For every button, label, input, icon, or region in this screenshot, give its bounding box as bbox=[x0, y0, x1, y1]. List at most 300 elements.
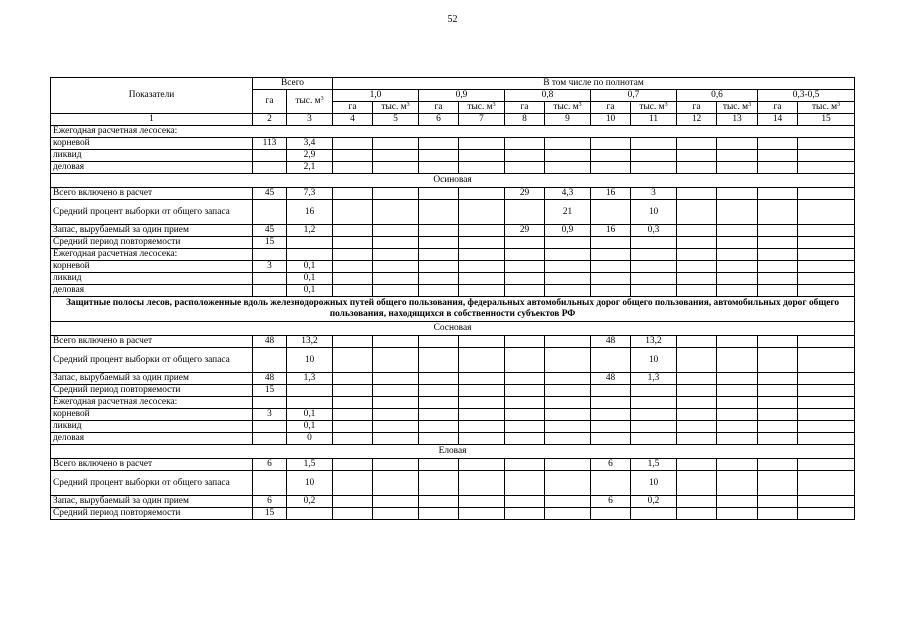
table-cell: 10 bbox=[287, 348, 333, 373]
header-unit-m3: тыс. $м^3$ bbox=[373, 102, 419, 114]
species-header-row bbox=[51, 174, 855, 188]
table-cell bbox=[677, 200, 717, 225]
table-cell bbox=[373, 249, 419, 261]
table-row bbox=[51, 249, 855, 261]
row-label: деловая bbox=[51, 285, 253, 297]
table-cell bbox=[758, 200, 798, 225]
table-cell bbox=[505, 261, 545, 273]
table-body bbox=[51, 78, 855, 520]
table-cell bbox=[419, 421, 459, 433]
table-cell bbox=[545, 336, 591, 348]
row-label: Средний процент выборки от общего запаса bbox=[51, 471, 253, 496]
table-cell bbox=[677, 237, 717, 249]
table-cell bbox=[333, 471, 373, 496]
table-cell: 21 bbox=[545, 200, 591, 225]
table-cell bbox=[419, 225, 459, 237]
table-cell bbox=[545, 459, 591, 471]
table-row bbox=[51, 459, 855, 471]
row-label: Всего включено в расчет bbox=[51, 459, 253, 471]
table-cell bbox=[798, 188, 855, 200]
column-number: 2 bbox=[253, 114, 287, 126]
table-cell bbox=[545, 385, 591, 397]
table-cell bbox=[758, 336, 798, 348]
table-cell bbox=[631, 138, 677, 150]
table-cell: 0,9 bbox=[545, 225, 591, 237]
table-cell bbox=[253, 433, 287, 445]
table-cell bbox=[459, 471, 505, 496]
row-label: корневой bbox=[51, 409, 253, 421]
table-cell bbox=[677, 508, 717, 520]
table-cell bbox=[459, 348, 505, 373]
table-cell bbox=[717, 397, 758, 409]
table-cell bbox=[717, 409, 758, 421]
table-row bbox=[51, 150, 855, 162]
table-cell bbox=[758, 433, 798, 445]
column-number: 3 bbox=[287, 114, 333, 126]
table-cell bbox=[631, 237, 677, 249]
column-number: 9 bbox=[545, 114, 591, 126]
header-density-6: 0,3-0,5 bbox=[758, 90, 855, 102]
table-cell bbox=[798, 421, 855, 433]
table-cell: 13,2 bbox=[631, 336, 677, 348]
table-cell bbox=[459, 285, 505, 297]
table-cell bbox=[545, 273, 591, 285]
table-cell bbox=[631, 261, 677, 273]
table-row bbox=[51, 421, 855, 433]
table-cell bbox=[419, 409, 459, 421]
table-cell bbox=[677, 471, 717, 496]
table-cell bbox=[717, 138, 758, 150]
table-cell bbox=[287, 237, 333, 249]
row-label: Запас, вырубаемый за один прием bbox=[51, 373, 253, 385]
row-label: Всего включено в расчет bbox=[51, 188, 253, 200]
table-cell bbox=[419, 162, 459, 174]
table-cell bbox=[373, 150, 419, 162]
table-cell bbox=[419, 150, 459, 162]
table-cell bbox=[717, 459, 758, 471]
column-number: 12 bbox=[677, 114, 717, 126]
table-cell bbox=[373, 496, 419, 508]
table-cell bbox=[677, 225, 717, 237]
table-cell: 3 bbox=[253, 409, 287, 421]
table-cell: 0,1 bbox=[287, 409, 333, 421]
table-cell bbox=[631, 285, 677, 297]
table-cell bbox=[758, 471, 798, 496]
table-cell: 6 bbox=[253, 459, 287, 471]
table-cell bbox=[373, 162, 419, 174]
species-header: Еловая bbox=[51, 445, 855, 459]
table-cell bbox=[677, 285, 717, 297]
table-cell bbox=[591, 348, 631, 373]
column-number: 14 bbox=[758, 114, 798, 126]
table-cell: 48 bbox=[591, 373, 631, 385]
table-cell: 45 bbox=[253, 225, 287, 237]
column-number: 15 bbox=[798, 114, 855, 126]
table-cell bbox=[591, 200, 631, 225]
table-cell bbox=[505, 496, 545, 508]
table-cell bbox=[419, 385, 459, 397]
table-cell bbox=[333, 225, 373, 237]
table-row bbox=[51, 385, 855, 397]
page-number: 52 bbox=[447, 14, 458, 25]
row-label: корневой bbox=[51, 261, 253, 273]
table-cell bbox=[798, 150, 855, 162]
row-label: Средний период повторяемости bbox=[51, 508, 253, 520]
column-number: 10 bbox=[591, 114, 631, 126]
table-cell bbox=[333, 421, 373, 433]
table-cell bbox=[419, 471, 459, 496]
table-cell bbox=[758, 421, 798, 433]
table-cell bbox=[373, 433, 419, 445]
table-cell bbox=[591, 138, 631, 150]
table-cell bbox=[373, 397, 419, 409]
table-cell bbox=[419, 397, 459, 409]
row-label: Средний период повторяемости bbox=[51, 385, 253, 397]
table-cell bbox=[545, 508, 591, 520]
table-cell bbox=[798, 273, 855, 285]
table-cell bbox=[545, 397, 591, 409]
table-cell bbox=[253, 471, 287, 496]
table-cell: 16 bbox=[591, 225, 631, 237]
table-cell bbox=[677, 496, 717, 508]
table-cell bbox=[631, 409, 677, 421]
table-cell bbox=[333, 200, 373, 225]
table-cell bbox=[591, 285, 631, 297]
header-unit-ha: га bbox=[505, 102, 545, 114]
table-cell bbox=[717, 336, 758, 348]
table-cell bbox=[758, 409, 798, 421]
table-row bbox=[51, 373, 855, 385]
table-cell bbox=[591, 249, 631, 261]
section-title-row bbox=[51, 297, 855, 322]
table-cell bbox=[677, 249, 717, 261]
table-cell bbox=[677, 188, 717, 200]
table-cell bbox=[505, 336, 545, 348]
table-cell bbox=[631, 273, 677, 285]
table-cell bbox=[373, 273, 419, 285]
table-cell bbox=[373, 373, 419, 385]
table-cell bbox=[758, 249, 798, 261]
table-cell bbox=[373, 237, 419, 249]
table-cell bbox=[373, 459, 419, 471]
table-cell bbox=[459, 200, 505, 225]
table-cell bbox=[545, 421, 591, 433]
table-cell bbox=[459, 237, 505, 249]
header-density-3: 0,8 bbox=[505, 90, 591, 102]
table-row bbox=[51, 508, 855, 520]
table-cell: 7,3 bbox=[287, 188, 333, 200]
header-density-1: 1,0 bbox=[333, 90, 419, 102]
row-label: деловая bbox=[51, 162, 253, 174]
table-cell bbox=[459, 433, 505, 445]
table-cell bbox=[545, 150, 591, 162]
table-cell bbox=[591, 409, 631, 421]
row-label: корневой bbox=[51, 138, 253, 150]
table-cell bbox=[253, 421, 287, 433]
table-cell bbox=[591, 471, 631, 496]
table-cell bbox=[333, 348, 373, 373]
header-unit-m3: тыс. $м^3$ bbox=[798, 102, 855, 114]
table-cell bbox=[373, 225, 419, 237]
table-cell: 10 bbox=[631, 200, 677, 225]
table-cell bbox=[591, 261, 631, 273]
table-cell bbox=[798, 237, 855, 249]
table-cell bbox=[419, 508, 459, 520]
table-cell bbox=[287, 508, 333, 520]
table-cell bbox=[798, 162, 855, 174]
table-cell bbox=[631, 397, 677, 409]
table-cell bbox=[459, 409, 505, 421]
table-cell bbox=[631, 150, 677, 162]
table-cell bbox=[591, 150, 631, 162]
table-cell bbox=[333, 397, 373, 409]
table-cell bbox=[677, 348, 717, 373]
table-cell bbox=[717, 237, 758, 249]
table-cell: 29 bbox=[505, 225, 545, 237]
table-cell bbox=[333, 409, 373, 421]
table-cell bbox=[798, 261, 855, 273]
table-row bbox=[51, 433, 855, 445]
table-cell bbox=[333, 162, 373, 174]
table-cell bbox=[758, 273, 798, 285]
table-cell bbox=[333, 188, 373, 200]
table-cell bbox=[758, 261, 798, 273]
table-cell: 113 bbox=[253, 138, 287, 150]
table-cell bbox=[545, 348, 591, 373]
table-cell bbox=[419, 433, 459, 445]
table-row bbox=[51, 471, 855, 496]
column-number: 5 bbox=[373, 114, 419, 126]
table-cell bbox=[333, 508, 373, 520]
header-density-4: 0,7 bbox=[591, 90, 677, 102]
table-cell bbox=[758, 496, 798, 508]
table-cell bbox=[591, 162, 631, 174]
table-cell bbox=[758, 459, 798, 471]
table-cell: 48 bbox=[253, 373, 287, 385]
table-cell bbox=[591, 273, 631, 285]
table-cell: 1,5 bbox=[287, 459, 333, 471]
table-cell bbox=[419, 237, 459, 249]
header-unit-ha: га bbox=[677, 102, 717, 114]
table-cell bbox=[798, 249, 855, 261]
table-cell bbox=[459, 336, 505, 348]
table-cell bbox=[717, 225, 758, 237]
table-cell: 16 bbox=[591, 188, 631, 200]
table-cell bbox=[677, 138, 717, 150]
table-cell bbox=[758, 188, 798, 200]
table-cell bbox=[798, 225, 855, 237]
table-cell bbox=[505, 433, 545, 445]
forest-stats-table bbox=[50, 77, 855, 520]
table-cell bbox=[373, 200, 419, 225]
table-cell bbox=[798, 397, 855, 409]
header-unit-ha: га bbox=[591, 102, 631, 114]
table-row bbox=[51, 285, 855, 297]
table-cell bbox=[253, 285, 287, 297]
table-cell bbox=[545, 496, 591, 508]
table-cell bbox=[677, 261, 717, 273]
table-row bbox=[51, 273, 855, 285]
table-cell: 0,2 bbox=[631, 496, 677, 508]
row-label: ликвид bbox=[51, 150, 253, 162]
header-unit-ha: га bbox=[333, 102, 373, 114]
table-cell bbox=[677, 373, 717, 385]
table-cell bbox=[717, 421, 758, 433]
table-cell bbox=[373, 188, 419, 200]
table-cell bbox=[798, 336, 855, 348]
table-cell bbox=[505, 348, 545, 373]
table-cell bbox=[333, 261, 373, 273]
row-label: Ежегодная расчетная лесосека: bbox=[51, 249, 253, 261]
row-label: Средний период повторяемости bbox=[51, 237, 253, 249]
table-cell bbox=[333, 433, 373, 445]
table-cell bbox=[717, 508, 758, 520]
table-cell bbox=[717, 261, 758, 273]
table-cell bbox=[333, 285, 373, 297]
table-cell bbox=[505, 459, 545, 471]
table-cell bbox=[545, 261, 591, 273]
table-cell: 16 bbox=[287, 200, 333, 225]
table-cell bbox=[545, 237, 591, 249]
table-cell bbox=[758, 397, 798, 409]
table-cell bbox=[798, 471, 855, 496]
table-cell bbox=[373, 508, 419, 520]
table-cell bbox=[333, 150, 373, 162]
table-cell: 4,3 bbox=[545, 188, 591, 200]
table-cell bbox=[253, 397, 287, 409]
table-cell bbox=[373, 261, 419, 273]
table-cell bbox=[459, 373, 505, 385]
table-cell: 15 bbox=[253, 508, 287, 520]
table-cell bbox=[505, 150, 545, 162]
table-cell bbox=[253, 150, 287, 162]
table-cell bbox=[287, 385, 333, 397]
table-cell bbox=[798, 409, 855, 421]
table-cell bbox=[758, 348, 798, 373]
table-cell: 0,3 bbox=[631, 225, 677, 237]
table-cell: 2,9 bbox=[287, 150, 333, 162]
table-cell bbox=[253, 249, 287, 261]
table-row bbox=[51, 188, 855, 200]
row-label: ликвид bbox=[51, 273, 253, 285]
table-cell bbox=[798, 385, 855, 397]
table-cell bbox=[545, 162, 591, 174]
table-cell bbox=[545, 373, 591, 385]
table-cell: 48 bbox=[591, 336, 631, 348]
table-cell bbox=[591, 433, 631, 445]
table-cell: 3,4 bbox=[287, 138, 333, 150]
table-cell bbox=[333, 459, 373, 471]
table-cell bbox=[717, 496, 758, 508]
table-cell bbox=[677, 421, 717, 433]
table-row bbox=[51, 397, 855, 409]
row-label: Ежегодная расчетная лесосека: bbox=[51, 397, 253, 409]
table-row bbox=[51, 336, 855, 348]
table-cell bbox=[373, 285, 419, 297]
table-cell bbox=[677, 336, 717, 348]
table-cell bbox=[459, 508, 505, 520]
column-number: 13 bbox=[717, 114, 758, 126]
row-label: деловая bbox=[51, 433, 253, 445]
table-cell: 48 bbox=[253, 336, 287, 348]
table-cell bbox=[631, 385, 677, 397]
table-cell: 1,5 bbox=[631, 459, 677, 471]
table-cell bbox=[333, 237, 373, 249]
table-cell bbox=[505, 373, 545, 385]
row-label: Ежегодная расчетная лесосека: bbox=[51, 126, 855, 138]
table-cell bbox=[505, 273, 545, 285]
table-cell bbox=[419, 348, 459, 373]
table-cell bbox=[677, 162, 717, 174]
table-cell: 0,2 bbox=[287, 496, 333, 508]
table-cell bbox=[333, 496, 373, 508]
table-cell bbox=[253, 200, 287, 225]
table-cell: 6 bbox=[591, 496, 631, 508]
table-cell bbox=[591, 508, 631, 520]
header-indicators: Показатели bbox=[51, 78, 253, 114]
table-cell bbox=[758, 373, 798, 385]
table-cell bbox=[798, 459, 855, 471]
species-header: Осиновая bbox=[51, 174, 855, 188]
table-row bbox=[51, 496, 855, 508]
table-cell: 1,3 bbox=[287, 373, 333, 385]
table-row bbox=[51, 237, 855, 249]
table-cell bbox=[505, 397, 545, 409]
table-cell bbox=[798, 496, 855, 508]
table-cell bbox=[631, 421, 677, 433]
table-cell bbox=[459, 397, 505, 409]
table-cell bbox=[545, 138, 591, 150]
row-label: Запас, вырубаемый за один прием bbox=[51, 496, 253, 508]
table-cell bbox=[677, 150, 717, 162]
table-cell: 0 bbox=[287, 433, 333, 445]
table-cell bbox=[505, 421, 545, 433]
header-unit-ha: га bbox=[419, 102, 459, 114]
column-number: 11 bbox=[631, 114, 677, 126]
table-cell bbox=[459, 273, 505, 285]
column-number: 7 bbox=[459, 114, 505, 126]
header-total: Всего bbox=[253, 78, 333, 90]
table-cell bbox=[459, 150, 505, 162]
table-cell bbox=[419, 285, 459, 297]
table-row bbox=[51, 200, 855, 225]
header-unit-m3: тыс. $м^3$ bbox=[631, 102, 677, 114]
row-label: Запас, вырубаемый за один прием bbox=[51, 225, 253, 237]
table-cell bbox=[373, 471, 419, 496]
species-header: Сосновая bbox=[51, 322, 855, 336]
table-cell bbox=[798, 373, 855, 385]
table-cell: 10 bbox=[631, 471, 677, 496]
table-cell bbox=[505, 249, 545, 261]
table-cell bbox=[459, 261, 505, 273]
table-cell bbox=[333, 138, 373, 150]
table-cell bbox=[798, 508, 855, 520]
table-cell bbox=[758, 285, 798, 297]
table-cell bbox=[373, 409, 419, 421]
table-cell bbox=[459, 188, 505, 200]
table-cell bbox=[459, 162, 505, 174]
table-cell bbox=[758, 162, 798, 174]
table-cell bbox=[459, 459, 505, 471]
table-cell bbox=[505, 162, 545, 174]
header-unit-m3: тыс. $м^3$ bbox=[545, 102, 591, 114]
table-cell bbox=[758, 225, 798, 237]
table-cell bbox=[798, 285, 855, 297]
table-cell bbox=[758, 385, 798, 397]
table-cell: 15 bbox=[253, 237, 287, 249]
table-cell bbox=[505, 471, 545, 496]
table-cell bbox=[505, 200, 545, 225]
